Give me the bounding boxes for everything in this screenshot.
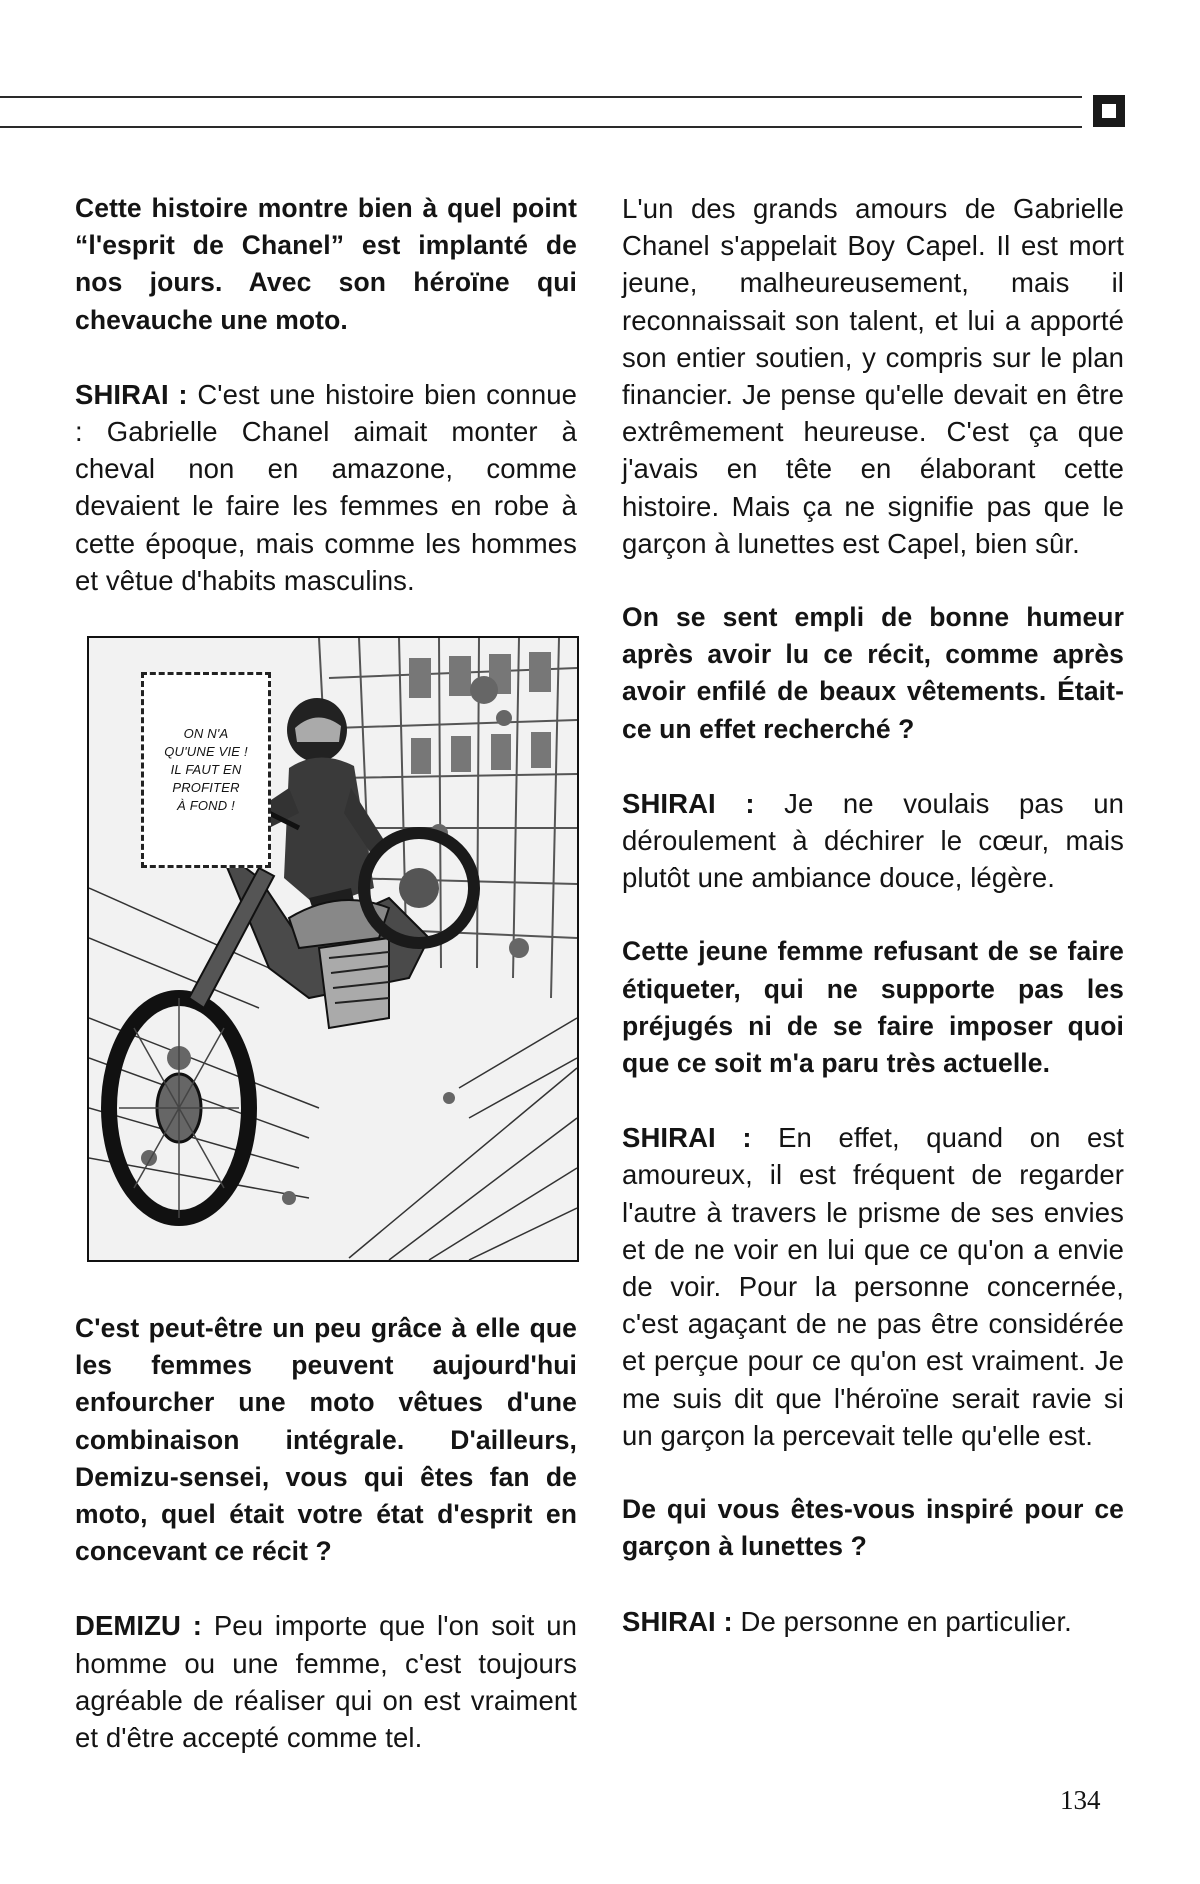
left-column [75,190,577,1793]
bubble-text: ON N'A QU'UNE VIE ! IL FAUT EN PROFITER À FOND ! [164,726,248,814]
answer-2 [75,1607,577,1756]
speaker-label: SHIRAI : [622,1605,733,1637]
answer-4 [622,1119,1124,1454]
page-number: 134 [1060,1785,1101,1815]
answer-text: Peu importe que l'on soit un homme ou une femme, c'est toujours agréable de réaliser qui on est vraiment et d'être accepté comme tel. [75,1610,577,1754]
speech-bubble [141,672,271,868]
header-rule-top [0,96,1082,98]
square-marker-icon [1093,95,1125,127]
question-2: C'est peut-être un peu grâce à elle que les femmes peuvent aujourd'hui enfourcher une moto vêtues d'une combinaison intégrale. D'ailleurs, Demizu-sensei, vous qui êtes fan de moto, quel était votre état d'esprit en concevant ce récit ? [75,1313,577,1567]
answer-3 [622,785,1124,897]
answer-text: De personne en particulier. [732,1605,1072,1637]
speaker-label: SHIRAI : [75,378,188,410]
question-3: On se sent empli de bonne humeur après avoir lu ce récit, comme après avoir enfilé de beaux vêtements. Était-ce un effet recherché ? [622,602,1124,744]
question-5: De qui vous êtes-vous inspiré pour ce garçon à lunettes ? [622,1494,1124,1562]
question-1: Cette histoire montre bien à quel point “l'esprit de Chanel” est implanté de nos jours. Avec son héroïne qui chevauche une moto. [75,193,577,335]
speaker-label: SHIRAI : [622,787,755,819]
manga-illustration [87,636,579,1262]
answer-text: En effet, quand on est amoureux, il est fréquent de regarder l'autre à travers le prisme de ses envies et de ne voir en lui que ce qu'on a envie de voir. Pour la personne concernée, c'est agaçant de ne pas être considérée et perçue pour ce qu'on est vraiment. Je me suis dit que l'héroïne serait ravie si un garçon la percevait telle qu'elle est. [622,1122,1124,1451]
speaker-label: DEMIZU : [75,1610,203,1642]
answer-text: C'est une histoire bien connue : Gabrielle Chanel aimait monter à cheval non en amazone, comme devaient le faire les femmes en robe à cette époque, mais comme les hommes et vêtue d'habits masculins. [75,378,577,596]
answer-1 [75,376,577,599]
right-column [622,190,1124,1677]
question-4: Cette jeune femme refusant de se faire étiqueter, qui ne supporte pas les préjugés ni de se faire imposer quoi que ce soit m'a paru très actuelle. [622,936,1124,1079]
answer-continuation: L'un des grands amours de Gabrielle Chanel s'appelait Boy Capel. Il est mort jeune, malheureusement, mais il reconnaissait son talent, et lui a apporté son entier soutien, y compris sur le plan financier. Je pense qu'elle devait en être extrêmement heureuse. C'est ça que j'avais en tête en élaborant cette histoire. Mais ça ne signifie pas que le garçon à lunettes est Capel, bien sûr. [622,193,1124,559]
answer-5 [622,1603,1124,1640]
header-rule-bottom [0,126,1082,128]
speaker-label: SHIRAI : [622,1122,752,1154]
answer-text: Je ne voulais pas un déroulement à déchirer le cœur, mais plutôt une ambiance douce, légère. [622,787,1124,894]
